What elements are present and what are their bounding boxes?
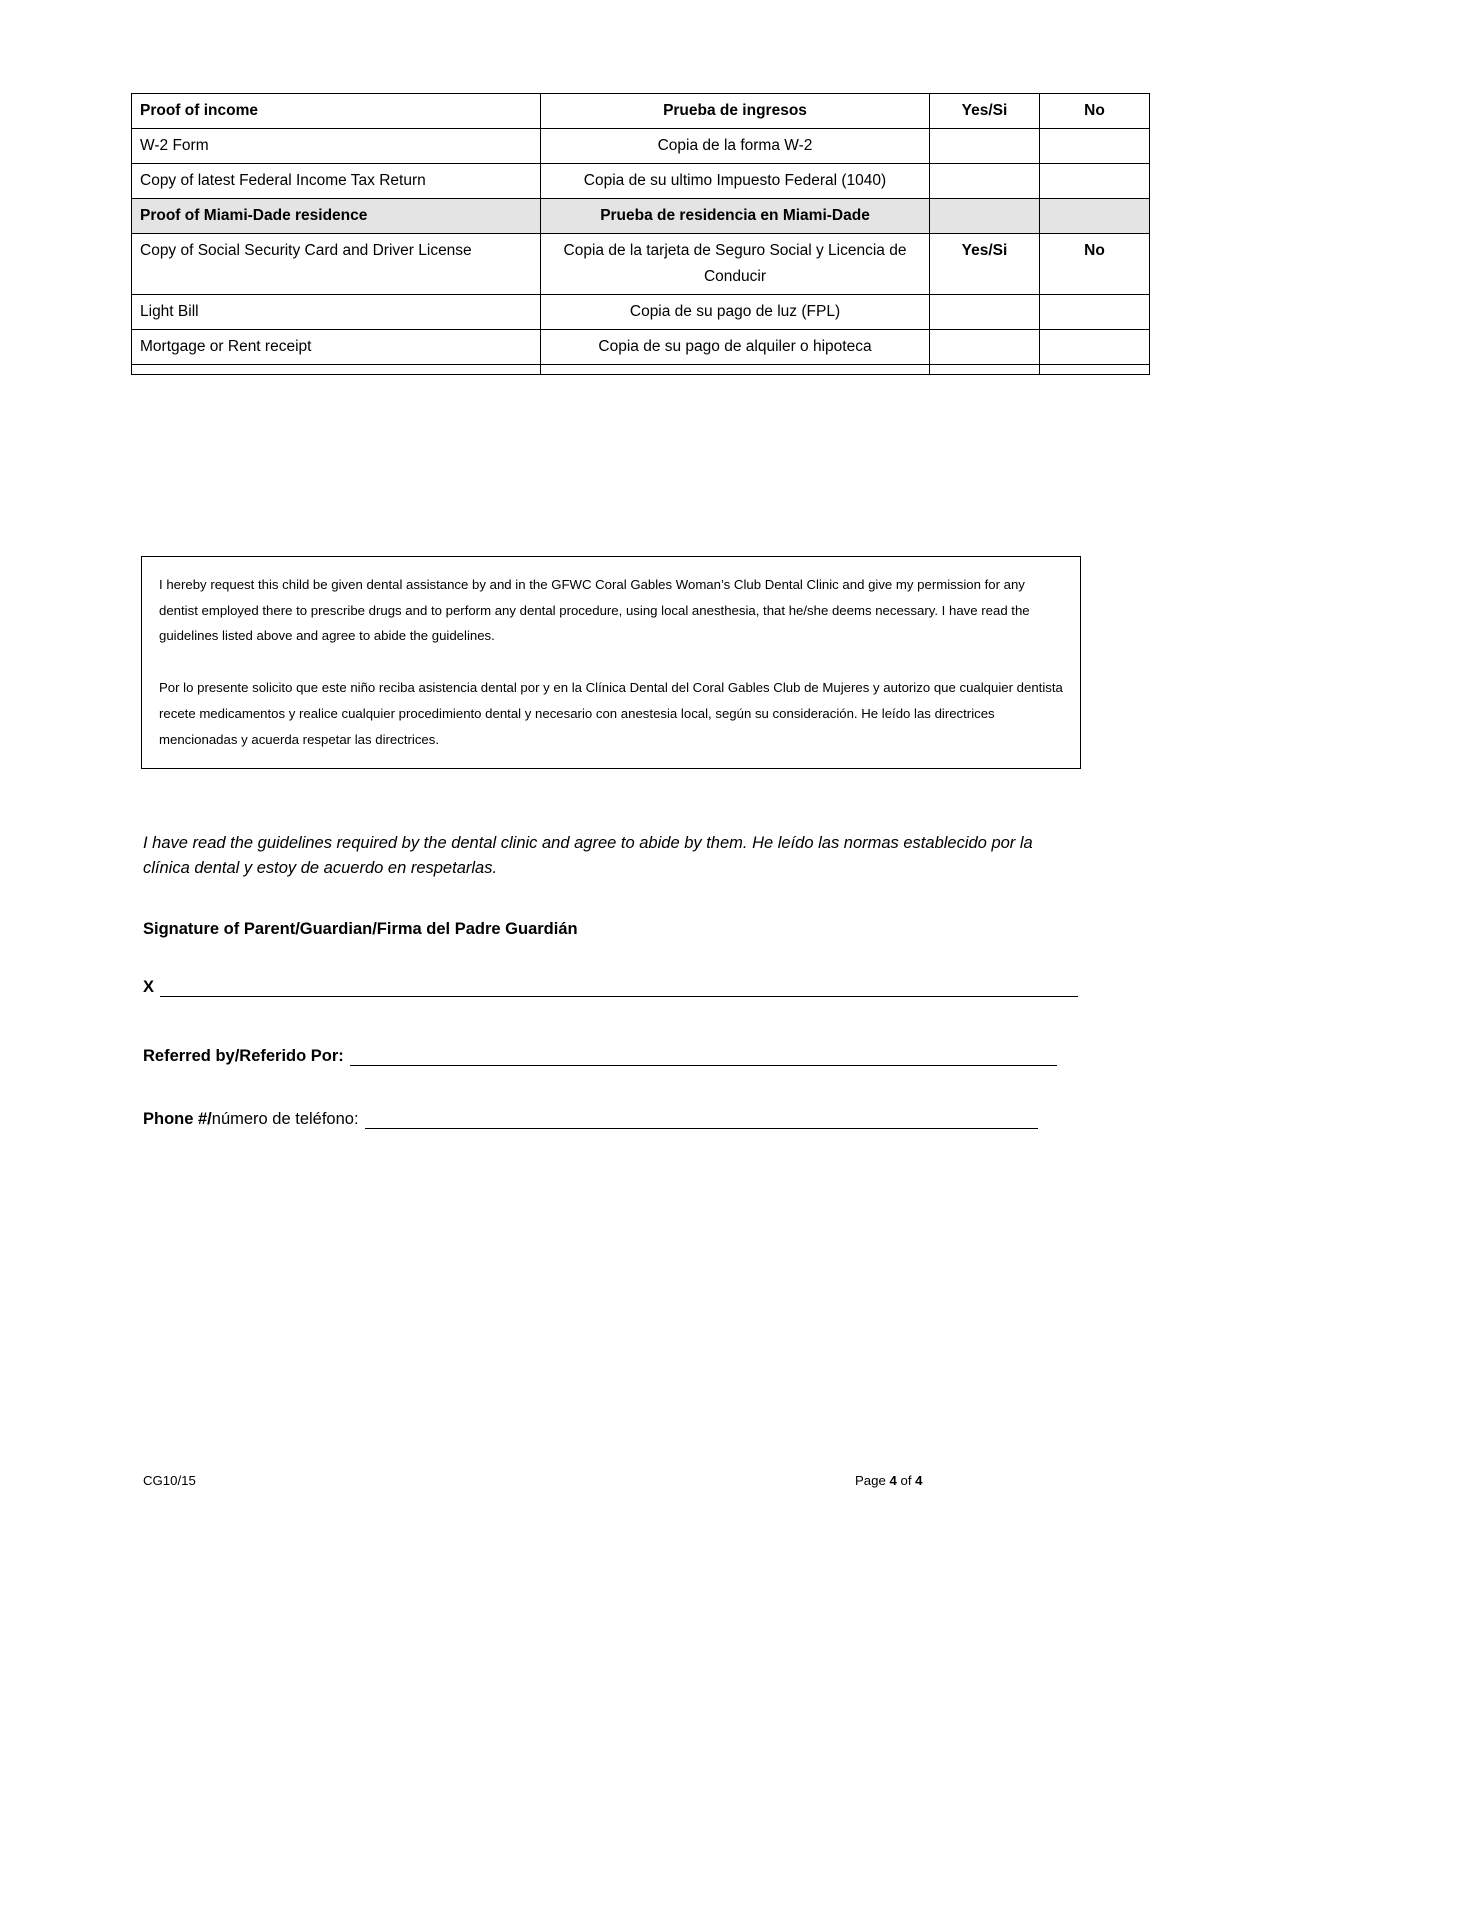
checkbox-cell-yes-tax-return[interactable] bbox=[930, 164, 1040, 199]
page-current: 4 bbox=[889, 1473, 897, 1488]
checkbox-cell-no-light-bill[interactable] bbox=[1040, 294, 1150, 329]
cell-spanish-light-bill: Copia de su pago de luz (FPL) bbox=[541, 294, 930, 329]
cell-spanish-blank[interactable] bbox=[541, 364, 930, 374]
phone-label-bold: Phone #/ bbox=[143, 1110, 212, 1128]
cell-yes-header-second: Yes/Si bbox=[930, 234, 1040, 294]
signature-section-heading: Signature of Parent/Guardian/Firma del Padre Guardián bbox=[143, 920, 578, 938]
phone-label-rest: número de teléfono: bbox=[211, 1110, 359, 1128]
referred-by-label: Referred by/Referido Por: bbox=[143, 1047, 344, 1065]
checkbox-cell-yes-light-bill[interactable] bbox=[930, 294, 1040, 329]
checkbox-cell-no-blank[interactable] bbox=[1040, 364, 1150, 374]
table-row-blank bbox=[132, 364, 1150, 374]
checkbox-cell-yes-mortgage-rent[interactable] bbox=[930, 329, 1040, 364]
table-row-tax-return bbox=[132, 164, 1150, 199]
checkbox-cell-yes-blank[interactable] bbox=[930, 364, 1040, 374]
cell-no-header: No bbox=[1040, 94, 1150, 129]
cell-english-blank[interactable] bbox=[132, 364, 541, 374]
referred-by-field-row bbox=[143, 1047, 1078, 1066]
form-code: CG10/15 bbox=[143, 1473, 196, 1488]
cell-english-light-bill: Light Bill bbox=[132, 294, 541, 329]
cell-no-header-second: No bbox=[1040, 234, 1150, 294]
requirements-table-container bbox=[131, 93, 1105, 375]
cell-english-mortgage-rent: Mortgage or Rent receipt bbox=[132, 329, 541, 364]
signature-input-line[interactable] bbox=[160, 981, 1078, 997]
page-label-prefix: Page bbox=[855, 1473, 886, 1488]
cell-spanish-tax-return: Copia de su ultimo Impuesto Federal (1040) bbox=[541, 164, 930, 199]
cell-spanish-proof-of-income: Prueba de ingresos bbox=[541, 94, 930, 129]
cell-english-tax-return: Copy of latest Federal Income Tax Return bbox=[132, 164, 541, 199]
cell-spanish-proof-of-residence: Prueba de residencia en Miami-Dade bbox=[541, 199, 930, 234]
cell-english-proof-of-income: Proof of income bbox=[132, 94, 541, 129]
table-row-mortgage-rent bbox=[132, 329, 1150, 364]
phone-field-row bbox=[143, 1110, 1078, 1129]
cell-yes-residence-header bbox=[930, 199, 1040, 234]
page-label-middle: of bbox=[900, 1473, 912, 1488]
table-row-w2-form bbox=[132, 129, 1150, 164]
table-row-light-bill bbox=[132, 294, 1150, 329]
cell-spanish-w2-form: Copia de la forma W-2 bbox=[541, 129, 930, 164]
page-number bbox=[855, 1473, 923, 1488]
cell-no-residence-header bbox=[1040, 199, 1150, 234]
consent-text-spanish: Por lo presente solicito que este niño reciba asistencia dental por y en la Clínica Dental del Coral Gables Club de Mujeres y autorizo que cualquier dentista recete medicamentos y realice cualquier procedimiento dental y necesario con anestesia local, según su consideración. He leído las directrices mencionadas y acuerda respetar las directrices. bbox=[159, 680, 1063, 747]
table-row-ssn-license bbox=[132, 234, 1150, 294]
cell-english-w2-form: W-2 Form bbox=[132, 129, 541, 164]
phone-input-line[interactable] bbox=[365, 1113, 1038, 1129]
table-row-header bbox=[132, 94, 1150, 129]
checkbox-cell-yes-w2-form[interactable] bbox=[930, 129, 1040, 164]
consent-box bbox=[141, 556, 1081, 769]
cell-spanish-mortgage-rent: Copia de su pago de alquiler o hipoteca bbox=[541, 329, 930, 364]
referred-by-input-line[interactable] bbox=[350, 1050, 1057, 1066]
cell-english-ssn-license: Copy of Social Security Card and Driver License bbox=[132, 234, 541, 294]
table-row-residence-header bbox=[132, 199, 1150, 234]
agreement-statement: I have read the guidelines required by the dental clinic and agree to abide by them. He leído las normas establecido por la clínica dental y estoy de acuerdo en respetarlas. bbox=[143, 834, 1033, 878]
consent-text-english: I hereby request this child be given dental assistance by and in the GFWC Coral Gables Woman’s Club Dental Clinic and give my permission for any dentist employed there to prescribe drugs and to perform any dental procedure, using local anesthesia, that he/she deems necessary. I have read the guidelines listed above and agree to abide the guidelines. bbox=[159, 577, 1030, 644]
checkbox-cell-no-mortgage-rent[interactable] bbox=[1040, 329, 1150, 364]
signature-field-row bbox=[143, 978, 1078, 997]
cell-spanish-ssn-license: Copia de la tarjeta de Seguro Social y Licencia de Conducir bbox=[541, 234, 930, 294]
checkbox-cell-no-w2-form[interactable] bbox=[1040, 129, 1150, 164]
signature-x-mark: X bbox=[143, 978, 155, 996]
checkbox-cell-no-tax-return[interactable] bbox=[1040, 164, 1150, 199]
requirements-table bbox=[131, 93, 1150, 375]
cell-yes-header: Yes/Si bbox=[930, 94, 1040, 129]
cell-english-proof-of-residence: Proof of Miami-Dade residence bbox=[132, 199, 541, 234]
page-total: 4 bbox=[915, 1473, 923, 1488]
